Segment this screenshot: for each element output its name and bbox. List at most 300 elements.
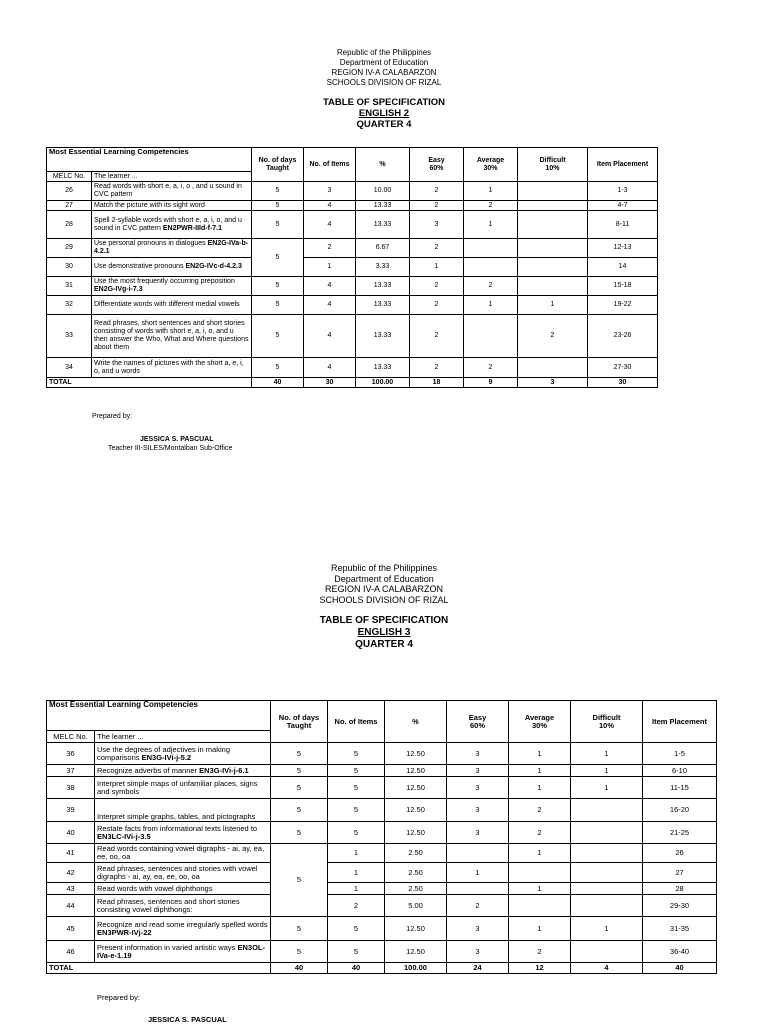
total-easy: 24 <box>447 963 509 974</box>
easy-cell <box>447 883 509 895</box>
doc-quarter: QUARTER 4 <box>355 639 413 650</box>
preparer-position: Teacher III-SILES/Montalban Sub-Office <box>108 445 233 452</box>
placement-cell: 11-15 <box>643 777 717 799</box>
total-difficult: 3 <box>518 378 588 388</box>
header-line: Republic of the Philippines <box>336 48 432 57</box>
difficult-cell <box>571 822 643 844</box>
difficult-cell: 1 <box>571 765 643 777</box>
difficult-label: Difficult <box>539 156 566 164</box>
easy-cell: 1 <box>447 863 509 883</box>
percent-cell: 12.50 <box>385 743 447 765</box>
competency-text: Use the degrees of adjectives in making comparisons <box>97 744 230 762</box>
competency <box>92 211 252 239</box>
difficult-cell: 1 <box>571 777 643 799</box>
melc-no: 32 <box>47 296 92 315</box>
col-header-learner: The learner ... <box>95 731 271 743</box>
doc-title: TABLE OF SPECIFICATION <box>322 97 446 108</box>
competency-text: Read words with vowel diphthongs <box>97 883 213 893</box>
competency-code: EN2G-IVc-d-4.2.3 <box>185 263 242 270</box>
days-cell: 5 <box>271 917 328 941</box>
melc-no: 30 <box>47 258 92 277</box>
easy-cell: 2 <box>410 296 464 315</box>
days-cell: 5 <box>271 799 328 822</box>
col-header-melc-no: MELC No. <box>47 731 95 743</box>
items-cell: 1 <box>328 844 385 863</box>
difficult-cell <box>518 182 588 201</box>
doc-header <box>0 563 768 605</box>
header-line: SCHOOLS DIVISION OF RIZAL <box>319 594 449 605</box>
average-cell: 1 <box>464 182 518 201</box>
difficult-cell: 1 <box>518 296 588 315</box>
doc-quarter: QUARTER 4 <box>356 119 412 130</box>
table-row <box>47 743 717 765</box>
easy-cell: 2 <box>410 239 464 258</box>
melc-no: 42 <box>47 863 95 883</box>
melc-no: 28 <box>47 211 92 239</box>
col-header-placement: Item Placement <box>588 148 658 182</box>
placement-cell: 1-3 <box>588 182 658 201</box>
items-cell: 4 <box>304 358 356 378</box>
average-cell: 2 <box>509 822 571 844</box>
percent-cell: 13.33 <box>356 201 410 211</box>
average-percent: 30% <box>483 164 498 172</box>
average-cell <box>509 895 571 917</box>
easy-cell: 3 <box>410 211 464 239</box>
days-cell: 5 <box>252 296 304 315</box>
easy-cell: 2 <box>410 182 464 201</box>
easy-label: Easy <box>428 156 445 164</box>
table-row <box>47 777 717 799</box>
items-cell: 2 <box>328 895 385 917</box>
preparer-name: JESSICA S. PASCUAL <box>140 436 214 443</box>
melc-no: 40 <box>47 822 95 844</box>
percent-cell: 10.00 <box>356 182 410 201</box>
days-cell: 5 <box>271 822 328 844</box>
prepared-by-label: Prepared by: <box>97 993 140 1002</box>
percent-cell: 13.33 <box>356 296 410 315</box>
average-percent: 30% <box>531 720 547 730</box>
table-row <box>47 883 717 895</box>
difficult-cell <box>571 883 643 895</box>
percent-cell: 2.50 <box>385 883 447 895</box>
total-average: 9 <box>464 378 518 388</box>
items-cell: 5 <box>328 799 385 822</box>
average-cell: 2 <box>464 358 518 378</box>
items-cell: 5 <box>328 743 385 765</box>
items-cell: 4 <box>304 201 356 211</box>
items-cell: 4 <box>304 296 356 315</box>
col-header-days: No. of days Taught <box>271 701 328 743</box>
average-cell <box>464 258 518 277</box>
melc-no: 26 <box>47 182 92 201</box>
days-cell: 5 <box>271 765 328 777</box>
competency-code: EN2G-IVg-i-7.3 <box>94 286 143 293</box>
competency <box>92 201 252 211</box>
days-cell: 5 <box>271 941 328 963</box>
col-header-melc-no: MELC No. <box>47 172 92 182</box>
melc-no: 38 <box>47 777 95 799</box>
difficult-cell <box>518 258 588 277</box>
competency <box>95 895 271 917</box>
competency-text: Present information in varied artistic ways <box>97 942 236 952</box>
competency-text: Recognize adverbs of manner <box>97 765 198 775</box>
competency-text: Match the picture with its sight word <box>94 201 205 209</box>
competency-text: Read words containing vowel digraphs - ai, ay, ea, ee, oo, oa <box>97 844 265 861</box>
difficult-cell <box>518 239 588 258</box>
total-items: 30 <box>304 378 356 388</box>
difficult-cell <box>571 941 643 963</box>
total-days: 40 <box>252 378 304 388</box>
average-label: Average <box>524 712 555 722</box>
competency <box>95 844 271 863</box>
total-percent: 100.00 <box>356 378 410 388</box>
difficult-cell <box>571 895 643 917</box>
melc-no: 37 <box>47 765 95 777</box>
items-cell: 5 <box>328 917 385 941</box>
items-cell: 1 <box>328 883 385 895</box>
average-cell <box>464 239 518 258</box>
competency-code: EN3G-IVi-j-5.2 <box>141 752 192 762</box>
difficult-cell: 1 <box>571 743 643 765</box>
total-easy: 18 <box>410 378 464 388</box>
table-row <box>47 895 717 917</box>
table-row <box>47 765 717 777</box>
placement-cell: 19-22 <box>588 296 658 315</box>
days-cell: 5 <box>252 277 304 296</box>
total-placement: 40 <box>643 963 717 974</box>
placement-cell: 36-40 <box>643 941 717 963</box>
table-row <box>47 863 717 883</box>
table-row <box>47 822 717 844</box>
easy-cell <box>447 844 509 863</box>
table-row <box>47 258 658 277</box>
table-row <box>47 799 717 822</box>
competency <box>92 296 252 315</box>
competency-text: Differentiate words with different medial vowels <box>94 301 240 308</box>
difficult-percent: 10% <box>545 164 560 172</box>
competency-code: EN3OL-IVa-e-1.19 <box>97 942 265 960</box>
total-days: 40 <box>271 963 328 974</box>
melc-no: 36 <box>47 743 95 765</box>
placement-cell: 14 <box>588 258 658 277</box>
placement-cell: 31-35 <box>643 917 717 941</box>
easy-cell: 1 <box>410 258 464 277</box>
melc-no: 43 <box>47 883 95 895</box>
table-row <box>47 277 658 296</box>
percent-cell: 2.50 <box>385 844 447 863</box>
total-label: TOTAL <box>47 963 271 974</box>
percent-cell: 12.50 <box>385 777 447 799</box>
col-header-easy <box>447 701 509 743</box>
difficult-cell <box>571 844 643 863</box>
percent-cell: 12.50 <box>385 765 447 777</box>
average-cell: 1 <box>509 844 571 863</box>
average-label: Average <box>476 156 505 164</box>
easy-cell: 2 <box>410 277 464 296</box>
items-cell: 3 <box>304 182 356 201</box>
competency-text: Read phrases, sentences and stories with vowel digraphs - ai, ay, ea, ee, oo, oa <box>97 863 258 881</box>
competency-code: EN2G-IVa-b-4.2.1 <box>94 240 249 255</box>
col-header-placement: Item Placement <box>643 701 717 743</box>
table-row <box>47 201 658 211</box>
percent-cell: 13.33 <box>356 358 410 378</box>
average-cell: 1 <box>509 743 571 765</box>
days-cell: 5 <box>252 315 304 358</box>
placement-cell: 27-30 <box>588 358 658 378</box>
percent-cell: 2.50 <box>385 863 447 883</box>
easy-cell: 3 <box>447 822 509 844</box>
header-line: REGION IV-A CALABARZON <box>331 68 437 77</box>
total-items: 40 <box>328 963 385 974</box>
table-row <box>47 182 658 201</box>
difficult-cell <box>571 863 643 883</box>
percent-cell: 3.33 <box>356 258 410 277</box>
difficult-cell <box>518 211 588 239</box>
average-cell: 1 <box>509 777 571 799</box>
header-line: Department of Education <box>334 573 434 584</box>
items-cell: 4 <box>304 315 356 358</box>
melc-no: 45 <box>47 917 95 941</box>
table-row <box>47 211 658 239</box>
days-cell: 5 <box>252 211 304 239</box>
easy-percent: 60% <box>429 164 444 172</box>
col-header-difficult <box>518 148 588 182</box>
competency <box>95 799 271 822</box>
preparer-name: JESSICA S. PASCUAL <box>148 1015 227 1024</box>
placement-cell: 29-30 <box>643 895 717 917</box>
easy-cell: 2 <box>410 358 464 378</box>
percent-cell: 12.50 <box>385 799 447 822</box>
table-row <box>47 239 658 258</box>
competency-text: Read phrases, sentences and short stories consisting vowel diphthongs: <box>97 896 240 914</box>
placement-cell: 28 <box>643 883 717 895</box>
placement-cell: 23-26 <box>588 315 658 358</box>
header-line: Republic of the Philippines <box>330 563 438 573</box>
competency <box>92 277 252 296</box>
competency <box>92 239 252 258</box>
difficult-cell: 1 <box>571 917 643 941</box>
competency <box>95 941 271 963</box>
items-cell: 5 <box>328 941 385 963</box>
doc-subject: ENGLISH 2 <box>358 108 410 119</box>
total-average: 12 <box>509 963 571 974</box>
col-header-easy <box>410 148 464 182</box>
table-row <box>47 358 658 378</box>
total-percent: 100.00 <box>385 963 447 974</box>
items-cell: 5 <box>328 822 385 844</box>
competency-code: EN3LC-IVi-j-3.5 <box>97 831 151 841</box>
col-header-learner: The learner ... <box>92 172 252 182</box>
table-row <box>47 917 717 941</box>
average-cell: 2 <box>464 201 518 211</box>
melc-no: 31 <box>47 277 92 296</box>
competency <box>95 822 271 844</box>
melc-no: 39 <box>47 799 95 822</box>
header-line: REGION IV-A CALABARZON <box>324 584 444 594</box>
difficult-percent: 10% <box>598 720 614 730</box>
average-cell: 1 <box>509 765 571 777</box>
competency <box>95 863 271 883</box>
easy-cell: 3 <box>447 941 509 963</box>
difficult-cell <box>518 358 588 378</box>
doc-subject: ENGLISH 3 <box>357 627 411 638</box>
placement-cell: 26 <box>643 844 717 863</box>
header-line: Department of Education <box>339 58 429 67</box>
table-row <box>47 296 658 315</box>
easy-cell: 3 <box>447 743 509 765</box>
col-header-average <box>464 148 518 182</box>
competency <box>95 883 271 895</box>
melc-no: 29 <box>47 239 92 258</box>
competency-text: Spell 2-syllable words with short e, a, i, o, and u sound in CVC pattern <box>94 216 242 232</box>
items-cell: 5 <box>328 765 385 777</box>
days-cell: 5 <box>271 743 328 765</box>
competency <box>92 182 252 201</box>
doc-header <box>0 48 768 88</box>
percent-cell: 13.33 <box>356 277 410 296</box>
placement-cell: 27 <box>643 863 717 883</box>
difficult-cell <box>571 799 643 822</box>
days-cell: 5 <box>252 201 304 211</box>
competency <box>95 743 271 765</box>
competency-code: EN3G-IVi-j-6.1 <box>199 765 249 775</box>
table-row <box>47 844 717 863</box>
total-row <box>47 378 658 388</box>
table-row <box>47 941 717 963</box>
average-cell: 1 <box>464 211 518 239</box>
competency-text: Read phrases, short sentences and short stories consisting of words with short e, a, i, o, and u then answer the Who, What and Where questions about them <box>94 320 249 351</box>
placement-cell: 8-11 <box>588 211 658 239</box>
col-header-percent: % <box>385 701 447 743</box>
col-header-average <box>509 701 571 743</box>
competency-text: Interpret simple graphs, tables, and pictographs <box>97 812 256 821</box>
percent-cell: 13.33 <box>356 211 410 239</box>
tos-table <box>46 147 658 388</box>
competency-code: EN3PWR-IVj-22 <box>97 927 152 937</box>
header-line: SCHOOLS DIVISION OF RIZAL <box>326 78 442 87</box>
col-header-melc: Most Essential Learning Competencies <box>47 148 252 172</box>
competency <box>92 258 252 277</box>
easy-cell: 2 <box>410 315 464 358</box>
tos-table <box>46 700 717 974</box>
total-label: TOTAL <box>47 378 252 388</box>
competency-text: Use personal pronouns in dialogues <box>94 240 206 247</box>
easy-cell: 3 <box>447 917 509 941</box>
table-row <box>47 315 658 358</box>
difficult-cell: 2 <box>518 315 588 358</box>
items-cell: 4 <box>304 211 356 239</box>
items-cell: 1 <box>328 863 385 883</box>
percent-cell: 12.50 <box>385 917 447 941</box>
placement-cell: 15-18 <box>588 277 658 296</box>
easy-cell: 3 <box>447 777 509 799</box>
easy-cell: 3 <box>447 799 509 822</box>
melc-no: 27 <box>47 201 92 211</box>
col-header-melc: Most Essential Learning Competencies <box>47 701 271 731</box>
melc-no: 34 <box>47 358 92 378</box>
average-cell <box>509 863 571 883</box>
competency-text: Write the names of pictures with the short a, e, i, o, and u words <box>94 359 244 375</box>
average-cell: 1 <box>509 883 571 895</box>
percent-cell: 12.50 <box>385 941 447 963</box>
average-cell: 2 <box>464 277 518 296</box>
competency <box>92 358 252 378</box>
easy-label: Easy <box>468 712 487 722</box>
difficult-cell <box>518 277 588 296</box>
percent-cell: 12.50 <box>385 822 447 844</box>
col-header-items: No. of Items <box>304 148 356 182</box>
prepared-by-label: Prepared by: <box>92 413 133 420</box>
doc-title: TABLE OF SPECIFICATION <box>319 615 449 626</box>
total-placement: 30 <box>588 378 658 388</box>
col-header-percent: % <box>356 148 410 182</box>
average-cell: 2 <box>509 941 571 963</box>
melc-no: 46 <box>47 941 95 963</box>
competency-text: Interpret simple maps of unfamiliar places, signs and symbols <box>97 778 258 796</box>
competency <box>95 765 271 777</box>
competency <box>95 917 271 941</box>
competency-code: EN2PWR-IIId-f-7.1 <box>162 224 223 232</box>
competency-text: Recognize and read some irregularly spelled words <box>97 919 268 929</box>
items-cell: 4 <box>304 277 356 296</box>
easy-cell: 2 <box>447 895 509 917</box>
easy-cell: 3 <box>447 765 509 777</box>
tos-english-2 <box>0 48 768 130</box>
melc-no: 44 <box>47 895 95 917</box>
col-header-difficult <box>571 701 643 743</box>
placement-cell: 6-10 <box>643 765 717 777</box>
placement-cell: 12-13 <box>588 239 658 258</box>
percent-cell: 6.67 <box>356 239 410 258</box>
col-header-days: No. of days Taught <box>252 148 304 182</box>
days-cell: 5 <box>271 844 328 917</box>
items-cell: 2 <box>304 239 356 258</box>
competency-text: Read words with short e, a, i, o , and u sound in CVC pattern <box>94 183 242 198</box>
average-cell <box>464 315 518 358</box>
col-header-items: No. of Items <box>328 701 385 743</box>
items-cell: 1 <box>304 258 356 277</box>
easy-percent: 60% <box>469 720 485 730</box>
placement-cell: 21-25 <box>643 822 717 844</box>
competency-text: Use the most frequently occurring preposition <box>94 278 235 285</box>
placement-cell: 4-7 <box>588 201 658 211</box>
melc-no: 41 <box>47 844 95 863</box>
average-cell: 1 <box>509 917 571 941</box>
items-cell: 5 <box>328 777 385 799</box>
days-cell: 5 <box>252 358 304 378</box>
tos-english-3 <box>0 563 768 651</box>
total-row <box>47 963 717 974</box>
easy-cell: 2 <box>410 201 464 211</box>
percent-cell: 13.33 <box>356 315 410 358</box>
competency-text: Use demonstrative pronouns <box>94 263 184 270</box>
total-difficult: 4 <box>571 963 643 974</box>
competency <box>92 315 252 358</box>
melc-no: 33 <box>47 315 92 358</box>
average-cell: 1 <box>464 296 518 315</box>
days-cell: 5 <box>252 239 304 277</box>
days-cell: 5 <box>271 777 328 799</box>
competency-text: Restate facts from informational texts listened to <box>97 823 258 833</box>
percent-cell: 5.00 <box>385 895 447 917</box>
placement-cell: 16-20 <box>643 799 717 822</box>
difficult-label: Difficult <box>592 712 621 722</box>
average-cell: 2 <box>509 799 571 822</box>
days-cell: 5 <box>252 182 304 201</box>
placement-cell: 1-5 <box>643 743 717 765</box>
competency <box>95 777 271 799</box>
difficult-cell <box>518 201 588 211</box>
